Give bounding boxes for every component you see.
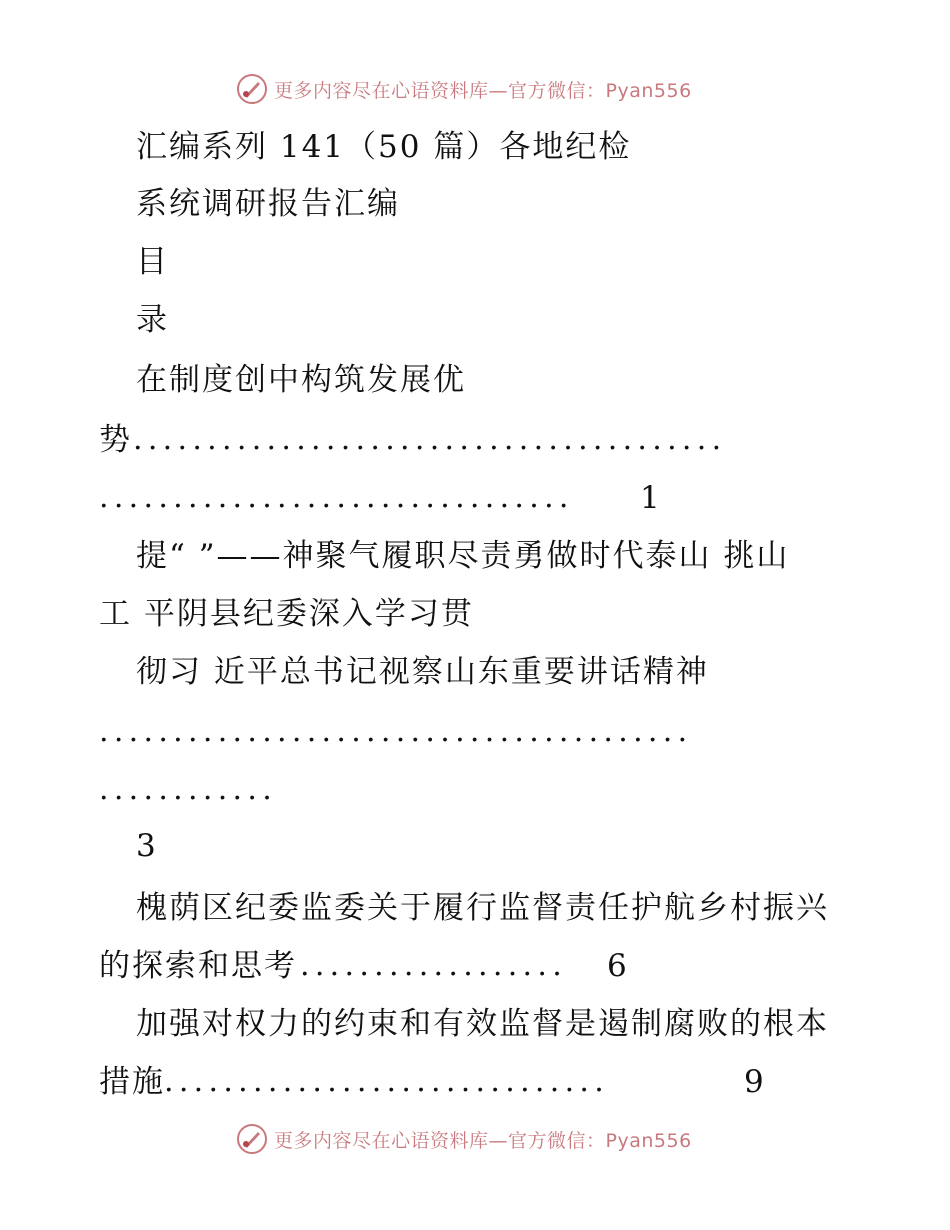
watermark-banner-bottom <box>236 1122 692 1156</box>
watermark-text: 更多内容尽在心语资料库—官方微信：Pyan556 <box>274 1129 692 1152</box>
toc-entry-1-title-cont: 势 <box>99 422 132 458</box>
document-title-line-2: 系统调研报告汇编 <box>136 186 400 222</box>
quill-logo-icon <box>236 73 268 105</box>
toc-entry-1-title: 在制度创中构筑发展优 <box>136 362 466 398</box>
toc-entry-2-title-cont: 工 平阴县纪委深入学习贯 <box>99 596 474 632</box>
toc-entry-2-page: 3 <box>136 828 158 864</box>
toc-entry-4-title-cont: 措施 <box>99 1064 165 1100</box>
toc-heading-mu: 目 <box>136 244 169 280</box>
toc-entry-4-page: 9 <box>744 1064 766 1100</box>
toc-entry-3-page: 6 <box>607 948 629 984</box>
toc-entry-1-leader: ........................................ <box>133 422 727 457</box>
watermark-banner-top <box>236 72 692 106</box>
toc-entry-3-title-cont: 的探索和思考 <box>99 948 297 984</box>
toc-entry-1-page: 1 <box>640 480 662 516</box>
toc-entry-3-leader: .................. <box>300 948 568 983</box>
toc-entry-4-title: 加强对权力的约束和有效监督是遏制腐败的根本 <box>136 1006 829 1042</box>
toc-entry-1-leader-cont: ................................ <box>99 480 574 515</box>
watermark-text: 更多内容尽在心语资料库—官方微信：Pyan556 <box>274 79 692 102</box>
document-title-line-1: 汇编系列 141（50 篇）各地纪检 <box>136 129 632 165</box>
toc-entry-2-title: 提“ ”——神聚气履职尽责勇做时代泰山 挑山 <box>136 538 790 574</box>
toc-entry-2-leader: ........................................ <box>99 714 693 749</box>
toc-heading-lu: 录 <box>136 302 169 338</box>
toc-entry-2-leader-cont: ............ <box>99 772 278 807</box>
toc-entry-4-leader: .............................. <box>164 1064 610 1099</box>
toc-entry-3-title: 槐荫区纪委监委关于履行监督责任护航乡村振兴 <box>136 890 829 926</box>
toc-entry-2-title-cont-2: 彻习 近平总书记视察山东重要讲话精神 <box>136 654 709 690</box>
quill-logo-icon <box>236 1123 268 1155</box>
